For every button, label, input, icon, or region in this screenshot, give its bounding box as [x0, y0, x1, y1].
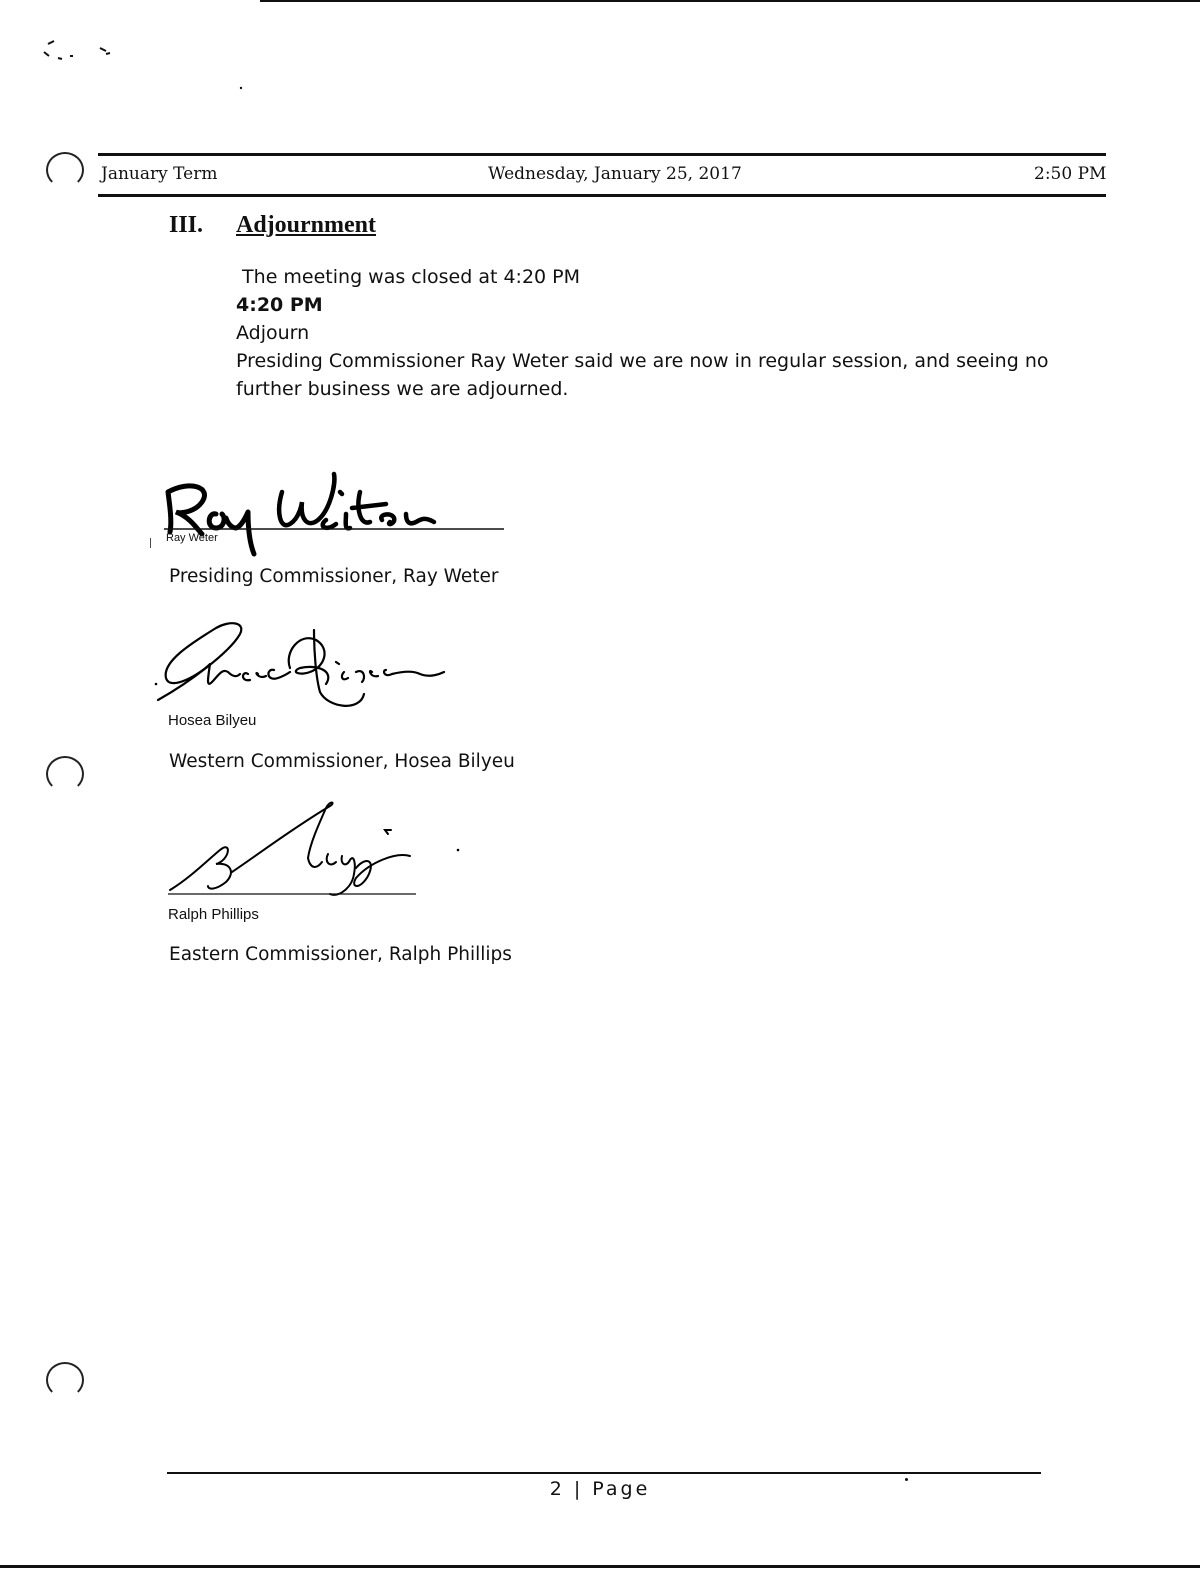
printed-name-ray-weter	[166, 532, 218, 544]
signature-hosea-bilyeu	[150, 612, 460, 722]
adjourn-label: Adjourn	[236, 322, 310, 344]
closing-statement: The meeting was closed at 4:20 PM	[236, 266, 581, 288]
signer-title-ralph-phillips: Eastern Commissioner, Ralph Phillips	[169, 944, 512, 965]
signature-ray-weter	[150, 462, 520, 562]
punch-hole-middle	[46, 756, 84, 792]
header-bottom-rule	[98, 194, 1106, 197]
header-term: January Term	[101, 164, 218, 184]
adjourn-paragraph-line-1: Presiding Commissioner Ray Weter said we are now in regular session, and seeing no	[236, 350, 1049, 372]
header-time: 2:50 PM	[1034, 164, 1107, 184]
printed-name-hosea-bilyeu: Hosea Bilyeu	[168, 712, 257, 729]
closing-time: 4:20 PM	[236, 294, 323, 316]
section-number: III.	[169, 212, 204, 238]
punch-hole-top	[46, 152, 84, 188]
punch-hole-bottom	[46, 1362, 84, 1398]
top-scan-edge	[260, 0, 1200, 2]
signer-title-ray-weter: Presiding Commissioner, Ray Weter	[169, 566, 499, 587]
signature-handwriting-text-ray-weter: Ray Weter	[166, 532, 218, 544]
footer-rule	[167, 1472, 1041, 1474]
signature-ralph-phillips	[160, 798, 470, 908]
printed-name-ralph-phillips: Ralph Phillips	[168, 906, 259, 923]
scan-speckles	[36, 36, 256, 96]
section-title: Adjournment	[236, 212, 377, 238]
adjourn-paragraph-line-2: further business we are adjourned.	[236, 378, 569, 400]
page-number: 2 | Page	[549, 1478, 651, 1500]
signer-title-hosea-bilyeu: Western Commissioner, Hosea Bilyeu	[169, 751, 515, 772]
header-top-rule	[98, 153, 1106, 156]
header-date: Wednesday, January 25, 2017	[488, 164, 742, 184]
bottom-scan-edge	[0, 1565, 1200, 1568]
